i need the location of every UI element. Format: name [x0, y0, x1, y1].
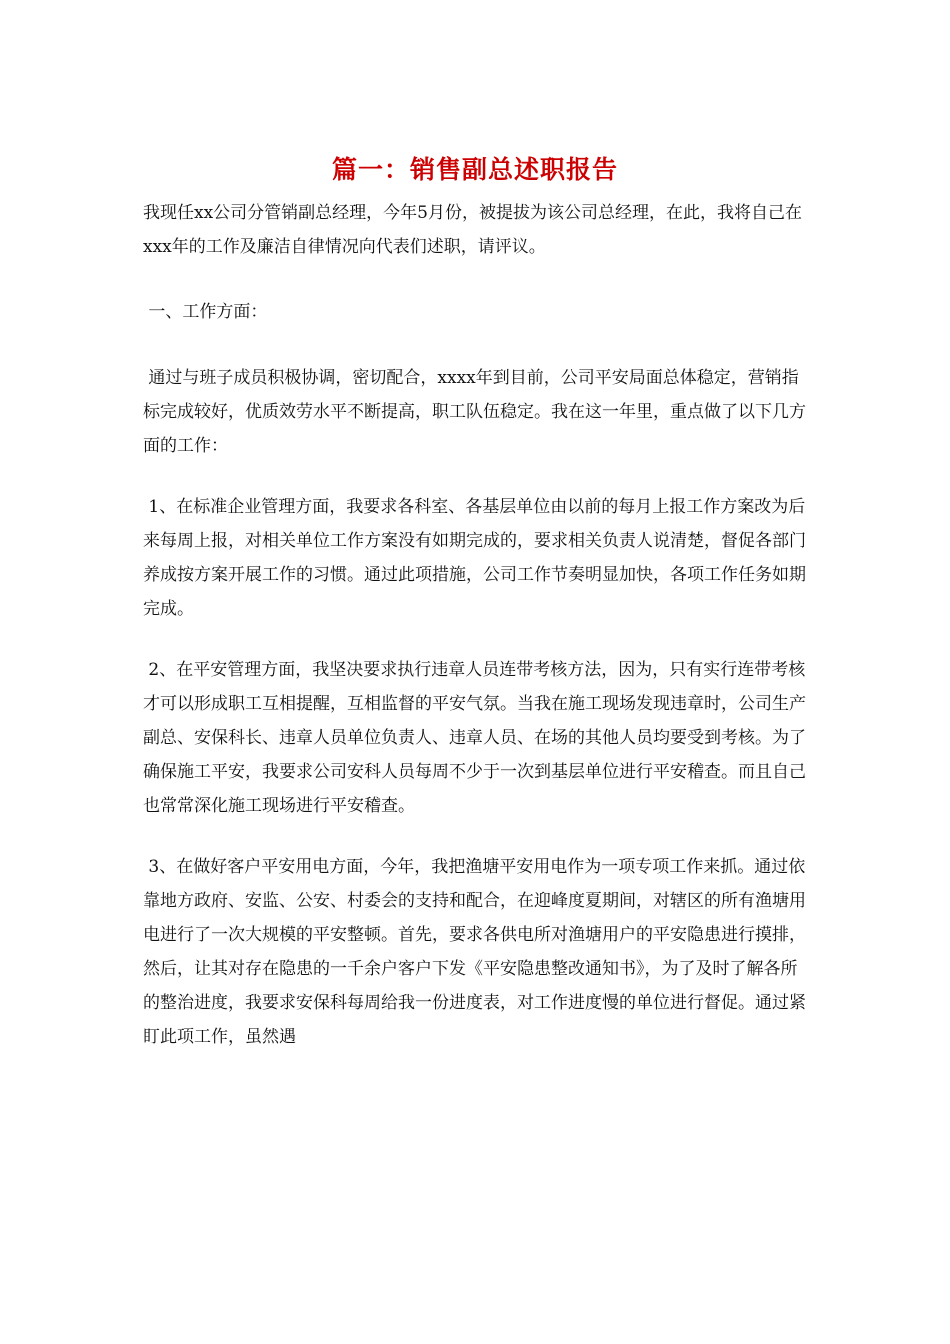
- section-heading-work: 一、工作方面：: [143, 302, 268, 322]
- document-body: [143, 196, 811, 1081]
- paragraph-intro: 我现任xx公司分管销副总经理，今年5月份，被提拔为该公司总经理，在此，我将自己在xxx年的工作及廉洁自律情况向代表们述职，请评议。: [143, 203, 802, 257]
- paragraph-item-3: 3、在做好客户平安用电方面，今年，我把渔塘平安用电作为一项专项工作来抓。通过依靠地方政府、安监、公安、村委会的支持和配合，在迎峰度夏期间，对辖区的所有渔塘用电进行了一次大规模的平安整顿。首先，要求各供电所对渔塘用户的平安隐患进行摸排，然后，让其对存在隐患的一千余户客户下发《平安隐患整改通知书》，为了及时了解各所的整治进度，我要求安保科每周给我一份进度表，对工作进度慢的单位进行督促。通过紧盯此项工作，虽然遇: [143, 857, 806, 1047]
- document-title: 篇一：销售副总述职报告: [331, 155, 618, 184]
- paragraph-item-2: 2、在平安管理方面，我坚决要求执行违章人员连带考核方法，因为，只有实行连带考核才可以形成职工互相提醒，互相监督的平安气氛。当我在施工现场发现违章时，公司生产副总、安保科长、违章人员单位负责人、违章人员、在场的其他人员均要受到考核。为了确保施工平安，我要求公司安科人员每周不少于一次到基层单位进行平安稽查。而且自己也常常深化施工现场进行平安稽查。: [143, 660, 806, 816]
- paragraph-item-1: 1、在标准企业管理方面，我要求各科室、各基层单位由以前的每月上报工作方案改为后来每周上报，对相关单位工作方案没有如期完成的，要求相关负责人说清楚，督促各部门养成按方案开展工作的习惯。通过此项措施，公司工作节奏明显加快，各项工作任务如期完成。: [143, 497, 806, 619]
- paragraph-overview: 通过与班子成员积极协调，密切配合，xxxx年到目前，公司平安局面总体稳定，营销指标完成较好，优质效劳水平不断提高，职工队伍稳定。我在这一年里，重点做了以下几方面的工作：: [143, 368, 806, 456]
